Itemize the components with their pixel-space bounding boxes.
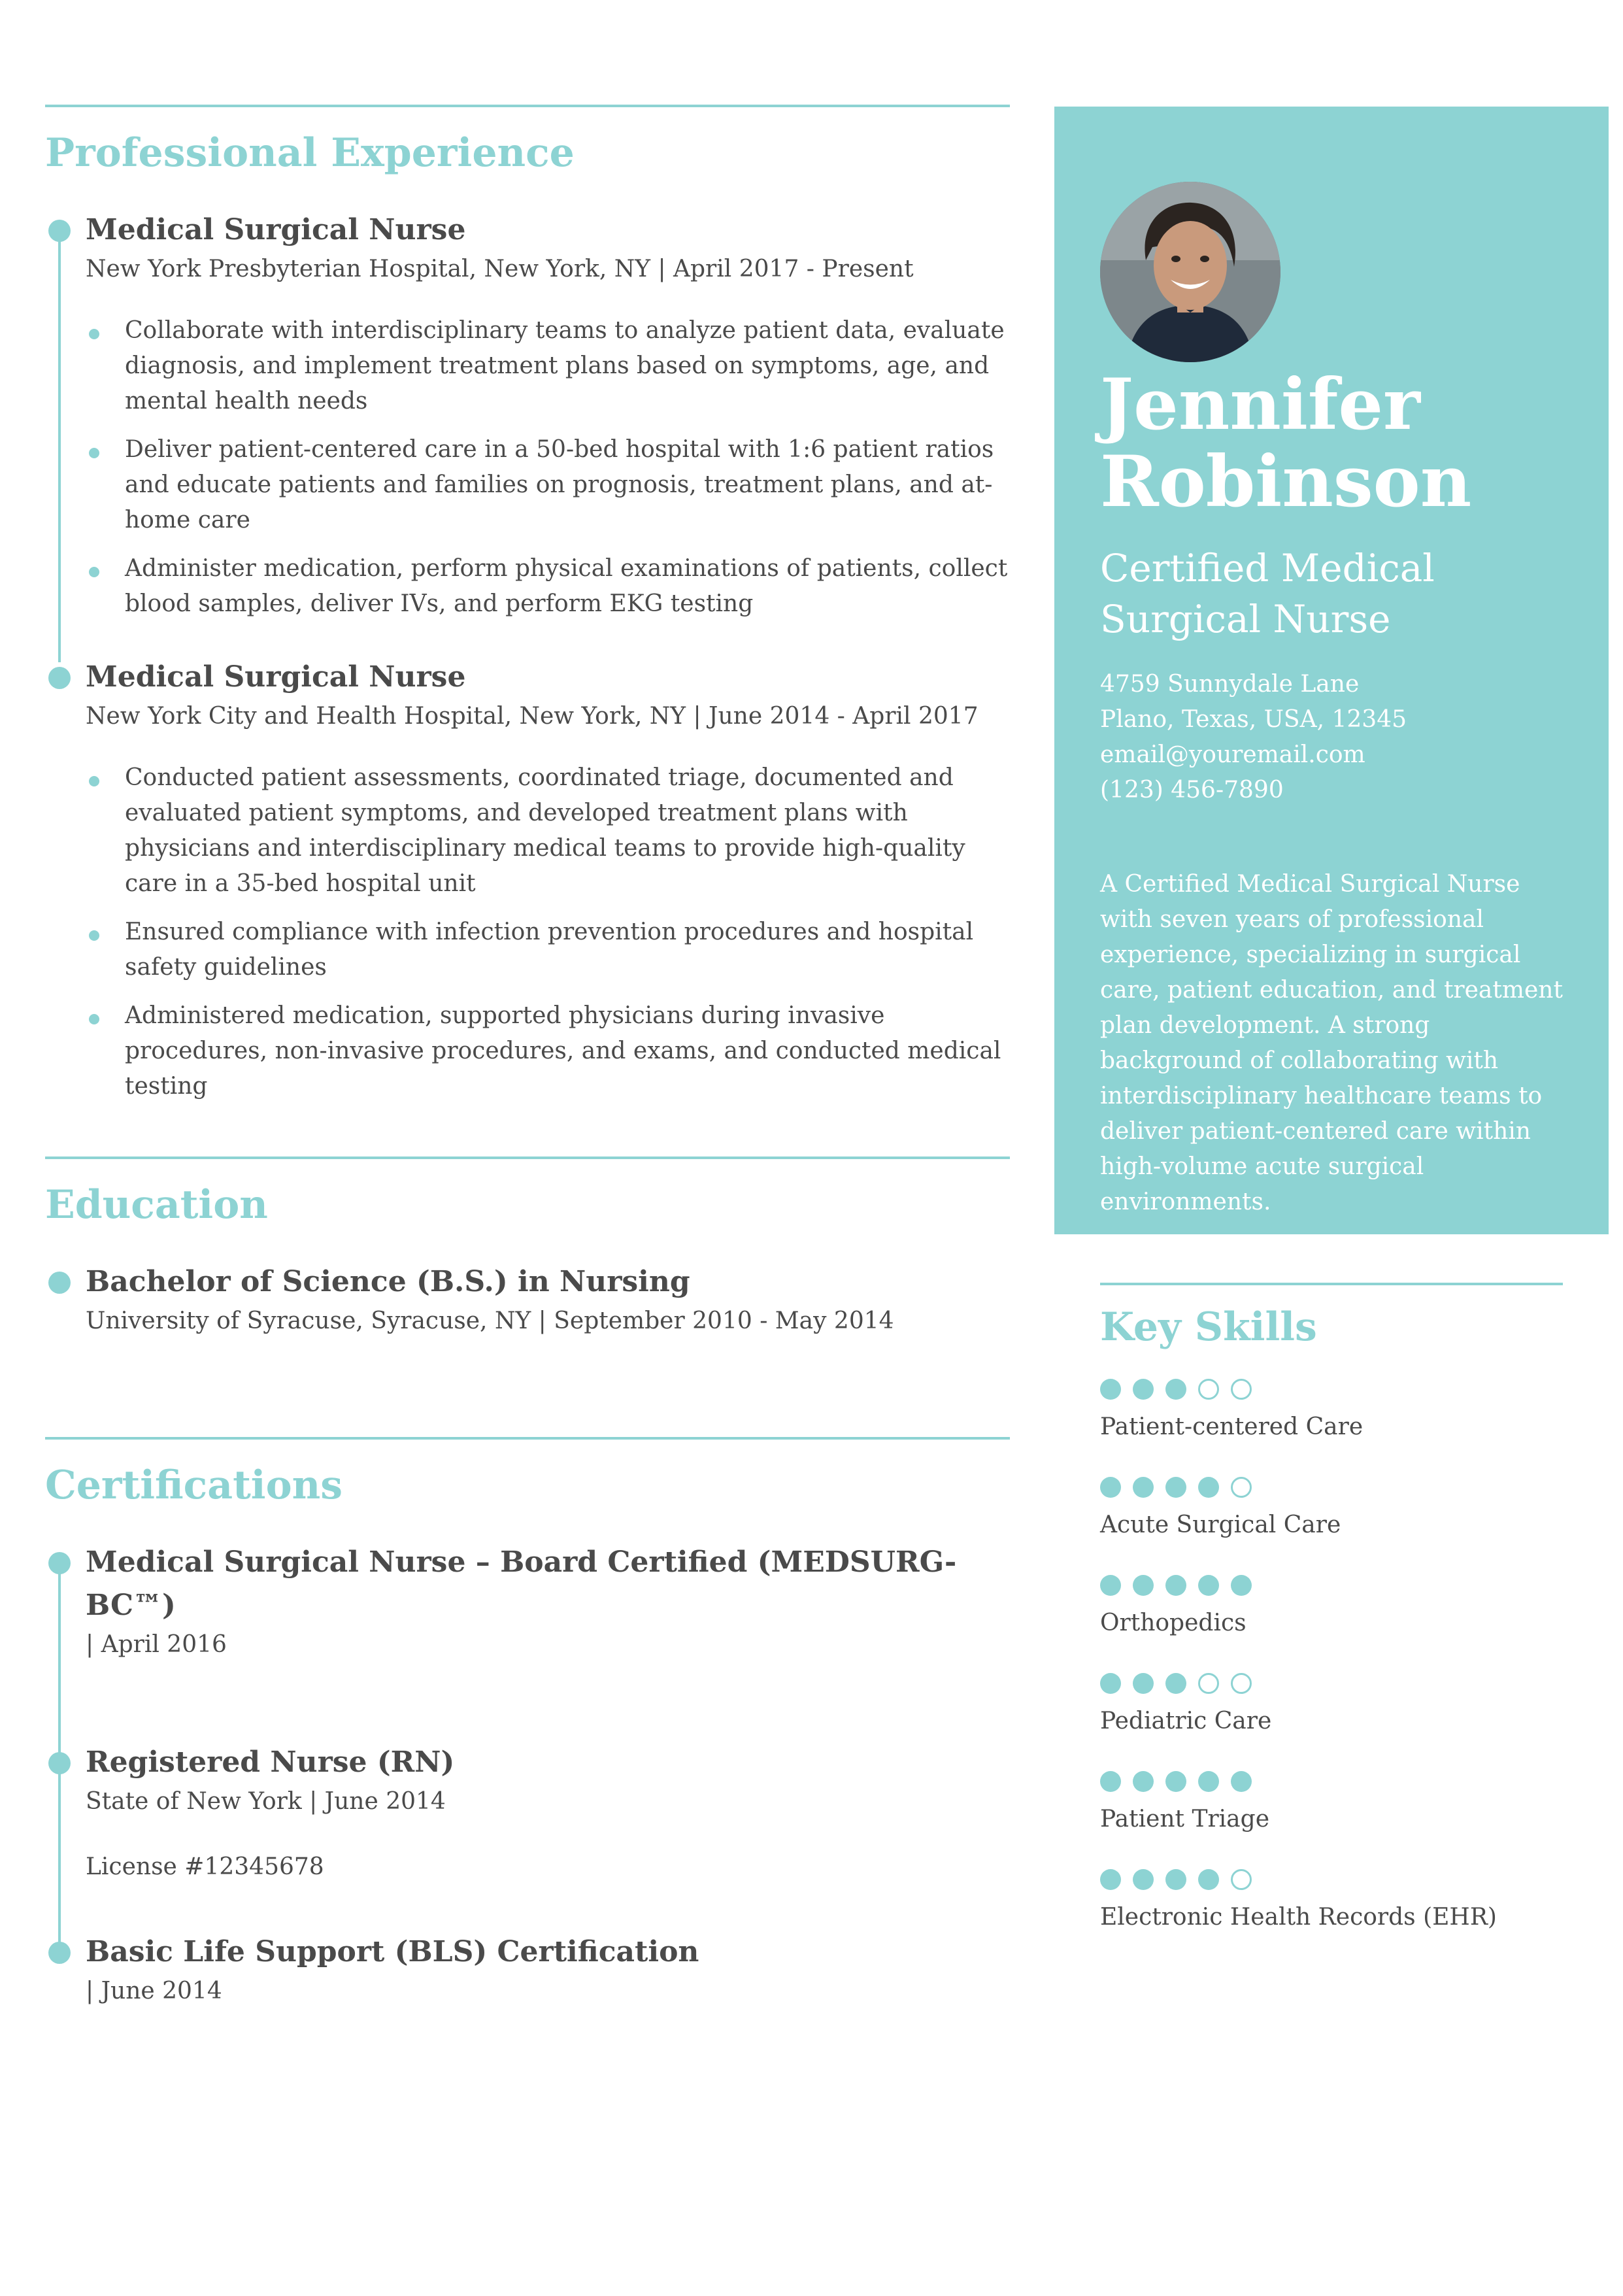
license-number: License #12345678: [86, 1853, 324, 1880]
rating-dot-empty-icon: [1198, 1379, 1219, 1400]
avatar-photo-icon: [1100, 182, 1280, 362]
bullet-icon: [89, 567, 99, 577]
timeline-dot: [48, 1942, 71, 1964]
skill-rating: [1100, 1477, 1563, 1498]
experience-section: [45, 105, 1010, 1104]
rating-dot-filled-icon: [1100, 1869, 1121, 1890]
skill-item: [1100, 1673, 1563, 1737]
job-bullet: [86, 432, 1010, 538]
profile-panel: [1054, 107, 1609, 1234]
timeline-dot: [48, 1272, 71, 1294]
job-bullet: [86, 313, 1010, 419]
rating-dot-empty-icon: [1231, 1869, 1252, 1890]
education-entry: [45, 1260, 1010, 1339]
job-employer-dates: New York City and Health Hospital, New York, NY | June 2014 - April 2017: [86, 703, 979, 730]
skill-name: Orthopedics: [1100, 1610, 1247, 1636]
rating-dot-filled-icon: [1133, 1575, 1154, 1596]
certifications-heading: Certifications: [45, 1462, 343, 1508]
certification-entry: [45, 1541, 1010, 1663]
job-employer-dates: New York Presbyterian Hospital, New York, NY | April 2017 - Present: [86, 256, 914, 282]
timeline-dot: [48, 1752, 71, 1774]
job-bullets: [86, 760, 1010, 1104]
certification-title: Basic Life Support (BLS) Certification: [86, 1935, 699, 1968]
skill-name: Electronic Health Records (EHR): [1100, 1904, 1497, 1931]
certification-date: | April 2016: [86, 1631, 227, 1658]
skill-item: [1100, 1379, 1563, 1443]
timeline-dot: [48, 667, 71, 689]
skill-item: [1100, 1477, 1563, 1541]
skill-name: Acute Surgical Care: [1100, 1511, 1341, 1538]
phone[interactable]: (123) 456-7890: [1100, 777, 1284, 803]
section-divider: [1100, 1283, 1563, 1285]
rating-dot-filled-icon: [1133, 1771, 1154, 1792]
skill-rating: [1100, 1575, 1563, 1596]
rating-dot-filled-icon: [1133, 1379, 1154, 1400]
bullet-text: Deliver patient-centered care in a 50-bed hospital with 1:6 patient ratios and educate patients and families on prognosis, treatment plans, and at-home care: [125, 436, 994, 533]
profile-summary: A Certified Medical Surgical Nurse with seven years of professional experience, specializing in surgical care, patient education, and treatment plan development. A strong background of collaborating with interdisciplinary healthcare teams to deliver patient-centered care within high-volume acute surgical environments.: [1100, 871, 1563, 1215]
skill-item: [1100, 1869, 1563, 1933]
certification-date: | June 2014: [86, 1978, 222, 2004]
bullet-icon: [89, 329, 99, 339]
bullet-text: Conducted patient assessments, coordinated triage, documented and evaluated patient symptoms, and developed treatment plans with physicians and interdisciplinary medical teams to provide high-quality care in a 35-bed hospital unit: [125, 764, 965, 897]
email[interactable]: email@youremail.com: [1100, 741, 1365, 768]
bullet-icon: [89, 930, 99, 941]
job-title: Medical Surgical Nurse: [86, 660, 466, 694]
rating-dot-filled-icon: [1100, 1379, 1121, 1400]
section-divider: [45, 105, 1010, 107]
rating-dot-filled-icon: [1165, 1771, 1186, 1792]
rating-dot-filled-icon: [1100, 1771, 1121, 1792]
rating-dot-empty-icon: [1198, 1673, 1219, 1694]
job-bullet: [86, 760, 1010, 902]
certifications-section: [45, 1437, 1010, 2009]
rating-dot-filled-icon: [1165, 1673, 1186, 1694]
bullet-icon: [89, 1014, 99, 1024]
rating-dot-empty-icon: [1231, 1379, 1252, 1400]
skill-item: [1100, 1575, 1563, 1639]
certification-title: Medical Surgical Nurse – Board Certified (MEDSURG-BC™): [86, 1545, 957, 1622]
skill-rating: [1100, 1673, 1563, 1694]
job-entry: [45, 656, 1010, 1104]
rating-dot-filled-icon: [1165, 1379, 1186, 1400]
avatar: [1100, 182, 1280, 362]
timeline-dot: [48, 1552, 71, 1574]
certification-issuer-date: State of New York | June 2014: [86, 1788, 446, 1815]
rating-dot-filled-icon: [1100, 1575, 1121, 1596]
certification-entry: [45, 1931, 1010, 2009]
rating-dot-filled-icon: [1231, 1575, 1252, 1596]
certification-entry: [45, 1741, 1010, 1885]
rating-dot-filled-icon: [1198, 1771, 1219, 1792]
last-name: Robinson: [1100, 441, 1472, 523]
rating-dot-filled-icon: [1165, 1869, 1186, 1890]
main-column: [45, 105, 1010, 2009]
skill-rating: [1100, 1869, 1563, 1890]
profile-name: [1100, 363, 1563, 523]
skill-name: Patient-centered Care: [1100, 1413, 1364, 1440]
rating-dot-filled-icon: [1133, 1477, 1154, 1498]
skill-rating: [1100, 1771, 1563, 1792]
rating-dot-filled-icon: [1100, 1477, 1121, 1498]
skills-list: [1100, 1379, 1563, 1933]
skill-rating: [1100, 1379, 1563, 1400]
skills-heading: Key Skills: [1100, 1304, 1317, 1350]
skill-name: Pediatric Care: [1100, 1708, 1272, 1734]
address-line-1: 4759 Sunnydale Lane: [1100, 671, 1360, 698]
section-divider: [45, 1156, 1010, 1159]
bullet-text: Administered medication, supported physicians during invasive procedures, non-invasive procedures, and exams, and conducted medical testing: [125, 1002, 1001, 1100]
rating-dot-filled-icon: [1198, 1575, 1219, 1596]
address-line-2: Plano, Texas, USA, 12345: [1100, 706, 1407, 733]
rating-dot-filled-icon: [1231, 1771, 1252, 1792]
bullet-text: Ensured compliance with infection prevention procedures and hospital safety guidelines: [125, 919, 974, 981]
rating-dot-filled-icon: [1198, 1477, 1219, 1498]
bullet-text: Administer medication, perform physical examinations of patients, collect blood samples, deliver IVs, and perform EKG testing: [125, 555, 1008, 617]
experience-timeline: [45, 209, 1010, 1104]
bullet-icon: [89, 776, 99, 786]
rating-dot-empty-icon: [1231, 1477, 1252, 1498]
rating-dot-filled-icon: [1100, 1673, 1121, 1694]
rating-dot-filled-icon: [1165, 1575, 1186, 1596]
profile-role: Certified Medical Surgical Nurse: [1100, 546, 1435, 641]
job-bullet: [86, 998, 1010, 1104]
education-section: [45, 1156, 1010, 1339]
first-name: Jennifer: [1100, 363, 1420, 446]
section-divider: [45, 1437, 1010, 1440]
job-bullet: [86, 551, 1010, 622]
skill-item: [1100, 1771, 1563, 1835]
job-title: Medical Surgical Nurse: [86, 213, 466, 246]
rating-dot-filled-icon: [1198, 1869, 1219, 1890]
job-bullets: [86, 313, 1010, 622]
skills-section: [1100, 1283, 1563, 1967]
school-dates: University of Syracuse, Syracuse, NY | September 2010 - May 2014: [86, 1308, 894, 1334]
education-timeline: [45, 1260, 1010, 1339]
timeline-dot: [48, 220, 71, 242]
experience-heading: Professional Experience: [45, 130, 575, 176]
degree-title: Bachelor of Science (B.S.) in Nursing: [86, 1265, 690, 1298]
certifications-timeline: [45, 1541, 1010, 2009]
bullet-icon: [89, 448, 99, 458]
job-bullet: [86, 915, 1010, 985]
rating-dot-filled-icon: [1133, 1673, 1154, 1694]
job-entry: [45, 209, 1010, 622]
rating-dot-filled-icon: [1133, 1869, 1154, 1890]
education-heading: Education: [45, 1182, 268, 1228]
skill-name: Patient Triage: [1100, 1806, 1269, 1832]
contact-info: [1100, 667, 1563, 808]
certification-title: Registered Nurse (RN): [86, 1746, 455, 1779]
rating-dot-filled-icon: [1165, 1477, 1186, 1498]
bullet-text: Collaborate with interdisciplinary teams to analyze patient data, evaluate diagnosis, and implement treatment plans based on symptoms, age, and mental health needs: [125, 317, 1005, 414]
rating-dot-empty-icon: [1231, 1673, 1252, 1694]
